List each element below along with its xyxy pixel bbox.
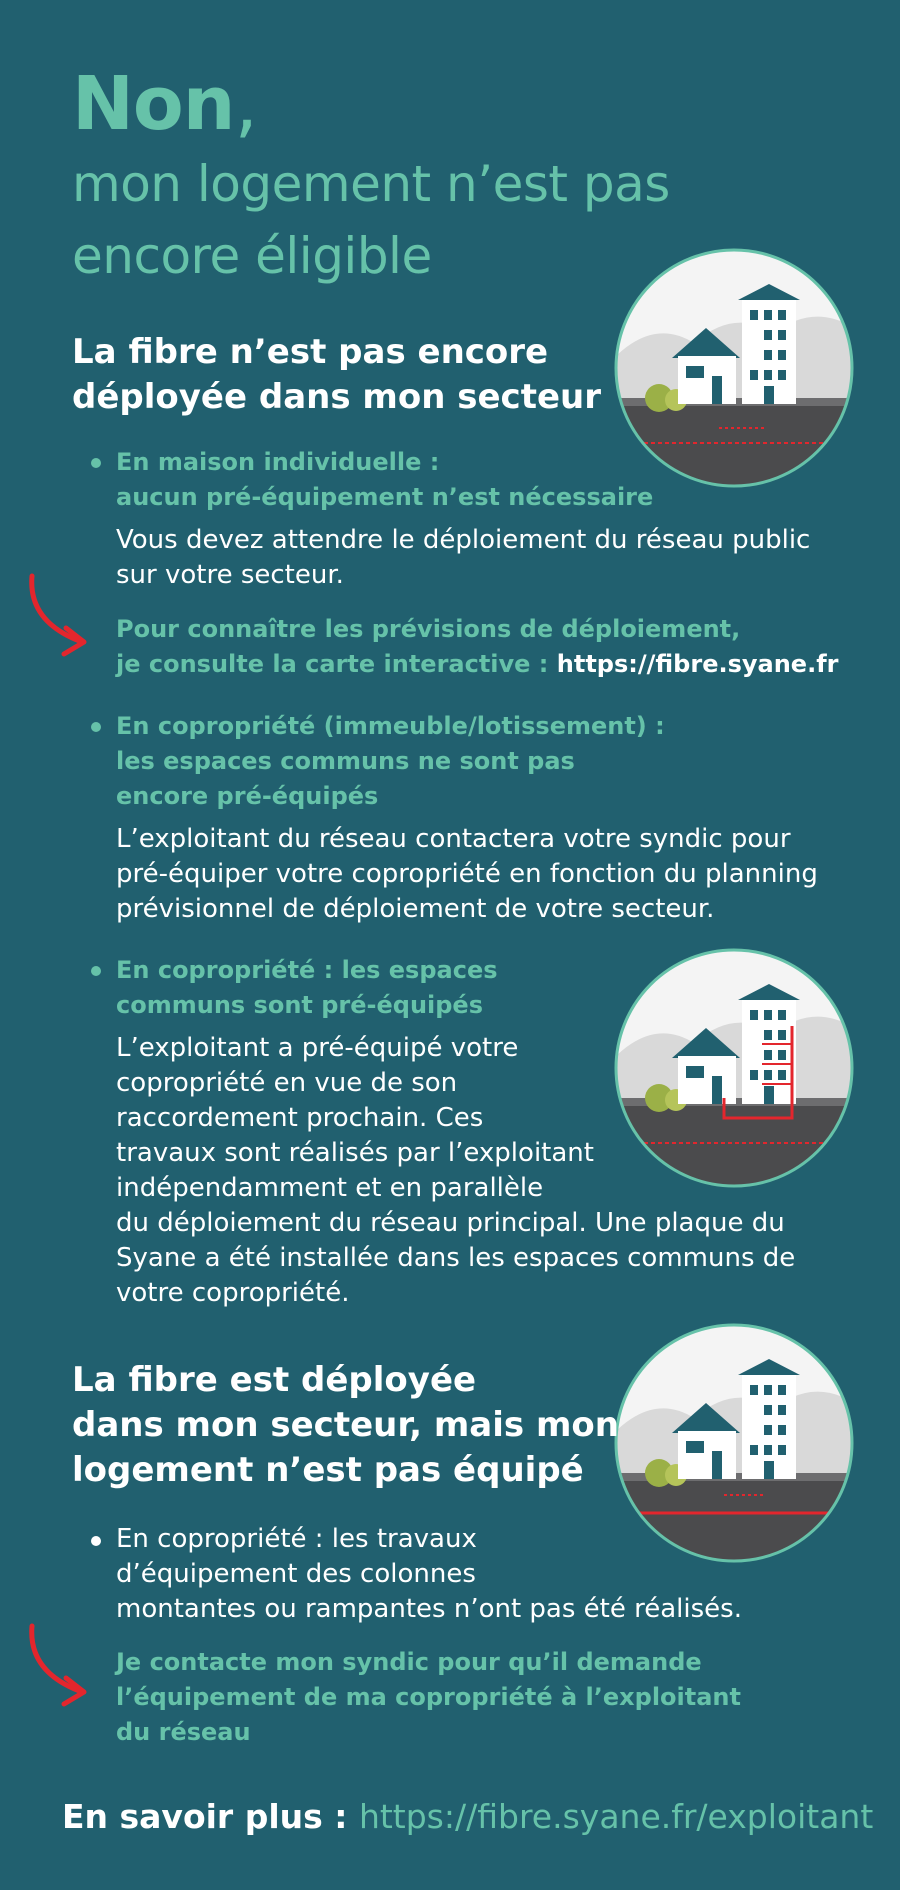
footer-more-info — [62, 1797, 873, 1836]
headline-subtitle-line2: encore éligible — [72, 227, 432, 285]
cta-deployment-forecast: Pour connaître les prévisions de déploiement, je consulte la carte interactive : https://fibre.syane.fr — [116, 615, 839, 678]
curved-arrow-icon — [22, 572, 92, 662]
bullet-dot — [91, 722, 101, 732]
footer-label: En savoir plus : — [62, 1797, 359, 1836]
fibre-syane-link[interactable]: https://fibre.syane.fr — [556, 650, 839, 678]
cta-contact-syndic: Je contacte mon syndic pour qu’il demande l’équipement de ma copropriété à l’exploitant du réseau — [116, 1648, 741, 1746]
curved-arrow-icon — [22, 1622, 92, 1712]
bullet-dot — [91, 966, 101, 976]
headline-subtitle-line1: mon logement n’est pas — [72, 155, 670, 213]
bullet-dot — [91, 458, 101, 468]
section2-title: La fibre est déployée dans mon secteur, mais mon logement n’est pas équipé — [72, 1360, 619, 1490]
headline-non: Non, — [72, 61, 257, 147]
section1-title: La fibre n’est pas encore déployée dans mon secteur — [72, 332, 601, 417]
footer-url-link[interactable]: https://fibre.syane.fr/exploitant — [358, 1797, 874, 1836]
bullet-copro-works: En copropriété : les travaux d’équipement des colonnes montantes ou rampantes n’ont pas été réalisés. — [116, 1524, 742, 1624]
bullet-dot — [91, 1536, 101, 1546]
bullet-copro-not-equipped: En copropriété (immeuble/lotissement) : les espaces communs ne sont pas encore pré-équipés L’exploitant du réseau contactera votre syndic pour pré-équiper votre copropriété en fonction du planning prévisionnel de déploiement de votre secteur. — [116, 712, 818, 924]
bullet-copro-equipped: En copropriété : les espaces communs sont pré-équipés L’exploitant a pré-équipé votre copropriété en vue de son raccordement prochain. Ces travaux sont réalisés par l’exploitant indépendamment et en parallèle du déploiement du réseau principal. Une plaque du Syane a été installée dans les espaces communs de votre copropriété. — [116, 956, 796, 1308]
bullet-individual-house: En maison individuelle : aucun pré-équipement n’est nécessaire Vous devez attendre le déploiement du réseau public sur votre secteur. — [116, 448, 811, 590]
